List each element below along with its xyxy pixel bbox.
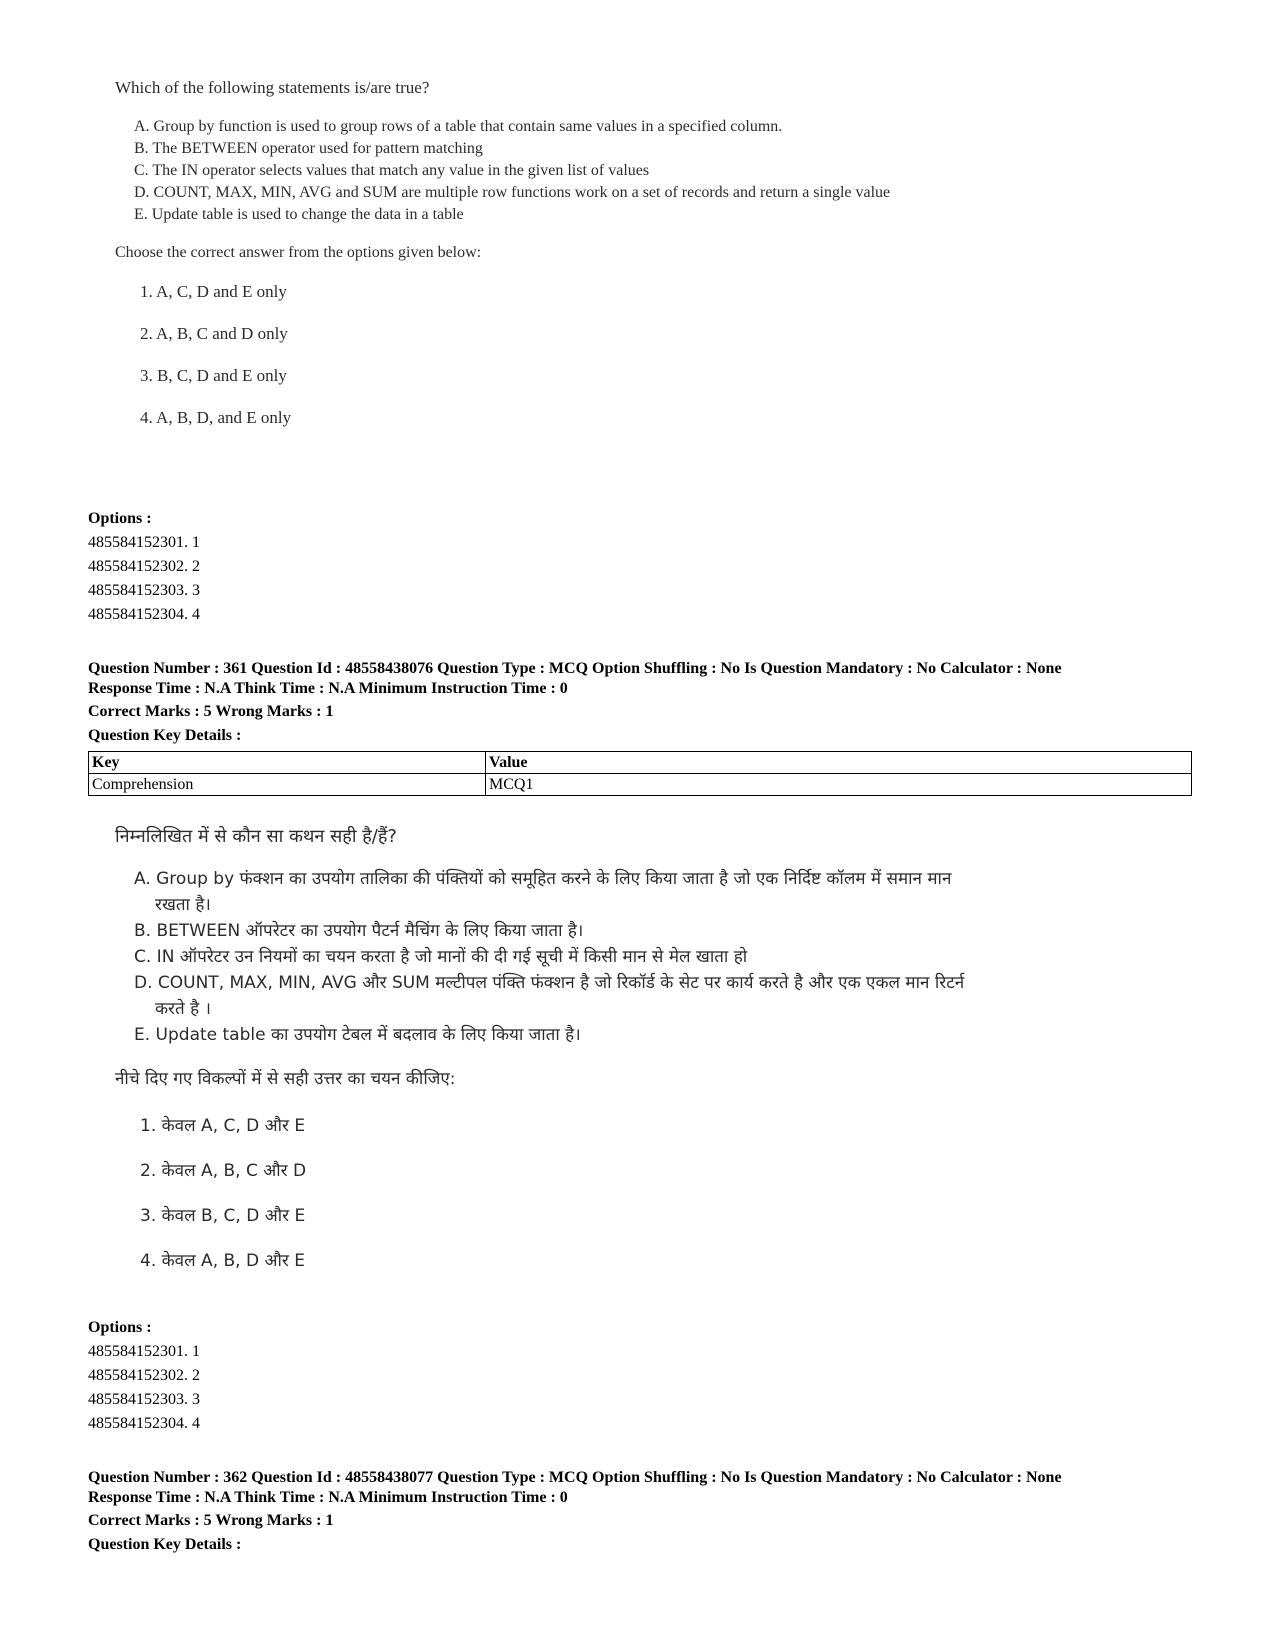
option-id-3: 485584152303. 3 bbox=[88, 582, 200, 599]
question-meta-line2: Response Time : N.A Think Time : N.A Minimum Instruction Time : 0 bbox=[88, 680, 568, 697]
answer-option-1-hindi: 1. केवल A, C, D और E bbox=[140, 1116, 306, 1136]
question-image-english bbox=[115, 78, 1015, 428]
option-id-4-b: 485584152304. 4 bbox=[88, 1415, 200, 1432]
question-meta-line1: Question Number : 361 Question Id : 48558438076 Question Type : MCQ Option Shuffling : No Is Question Mandatory : No Calculator : None bbox=[88, 660, 1062, 677]
table-header-row bbox=[89, 752, 1192, 774]
option-id-1-b: 485584152301. 1 bbox=[88, 1343, 200, 1360]
answer-option-4: 4. A, B, D, and E only bbox=[140, 408, 292, 427]
question-meta-line1-362: Question Number : 362 Question Id : 48558438077 Question Type : MCQ Option Shuffling : No Is Question Mandatory : No Calculator : None bbox=[88, 1469, 1062, 1486]
statement-list bbox=[115, 116, 1015, 226]
question-key-table bbox=[88, 751, 1192, 796]
statement-b: B. The BETWEEN operator used for pattern matching bbox=[134, 140, 483, 157]
answer-option-2: 2. A, B, C and D only bbox=[140, 324, 288, 343]
table-row bbox=[89, 774, 1192, 796]
statement-c: C. The IN operator selects values that match any value in the given list of values bbox=[134, 162, 650, 179]
question-marks: Correct Marks : 5 Wrong Marks : 1 bbox=[88, 703, 334, 720]
table-header-value: Value bbox=[486, 752, 1192, 774]
question-key-details-label: Question Key Details : bbox=[88, 727, 242, 744]
choose-instruction-hindi: नीचे दिए गए विकल्पों में से सही उत्तर का चयन कीजिए: bbox=[115, 1069, 456, 1089]
option-id-1: 485584152301. 1 bbox=[88, 534, 200, 551]
statement-b-hindi: B. BETWEEN ऑपरेटर का उपयोग पैटर्न मैचिंग के लिए किया जाता है। bbox=[134, 921, 584, 941]
table-header-key: Key bbox=[89, 752, 486, 774]
choose-instruction: Choose the correct answer from the options given below: bbox=[115, 244, 482, 261]
question-meta-line2-362: Response Time : N.A Think Time : N.A Minimum Instruction Time : 0 bbox=[88, 1489, 568, 1506]
statement-e-hindi: E. Update table का उपयोग टेबल में बदलाव के लिए किया जाता है। bbox=[134, 1025, 581, 1045]
question-stem: Which of the following statements is/are true? bbox=[115, 78, 430, 97]
option-id-3-b: 485584152303. 3 bbox=[88, 1391, 200, 1408]
answer-option-4-hindi: 4. केवल A, B, D और E bbox=[140, 1251, 305, 1271]
statement-a: A. Group by function is used to group rows of a table that contain same values in a specified column. bbox=[134, 118, 783, 135]
table-cell-value: MCQ1 bbox=[486, 774, 1192, 796]
answer-option-1: 1. A, C, D and E only bbox=[140, 282, 287, 301]
option-id-2-b: 485584152302. 2 bbox=[88, 1367, 200, 1384]
answer-option-2-hindi: 2. केवल A, B, C और D bbox=[140, 1161, 307, 1181]
question-stem-hindi: निम्नलिखित में से कौन सा कथन सही है/हैं? bbox=[115, 826, 397, 847]
statement-d: D. COUNT, MAX, MIN, AVG and SUM are multiple row functions work on a set of records and return a single value bbox=[134, 184, 891, 201]
answer-option-3: 3. B, C, D and E only bbox=[140, 366, 287, 385]
options-heading: Options : bbox=[88, 510, 152, 527]
statement-a-hindi: A. Group by फंक्शन का उपयोग तालिका की पंक्तियों को समूहित करने के लिए किया जाता है जो एक निर्दिष्ट कॉलम में समान मान रखता है। bbox=[134, 869, 952, 915]
question-key-details-label-362: Question Key Details : bbox=[88, 1536, 242, 1553]
statement-c-hindi: C. IN ऑपरेटर उन नियमों का चयन करता है जो मानों की दी गई सूची में किसी मान से मेल खाता हो bbox=[134, 947, 748, 967]
answer-option-3-hindi: 3. केवल B, C, D और E bbox=[140, 1206, 306, 1226]
option-id-4: 485584152304. 4 bbox=[88, 606, 200, 623]
table-cell-key: Comprehension bbox=[89, 774, 486, 796]
statement-e: E. Update table is used to change the data in a table bbox=[134, 206, 464, 223]
question-marks-362: Correct Marks : 5 Wrong Marks : 1 bbox=[88, 1512, 334, 1529]
statement-d-hindi: D. COUNT, MAX, MIN, AVG और SUM मल्टीपल पंक्ति फंक्शन है जो रिकॉर्ड के सेट पर कार्य करते है और एक एकल मान रिटर्न करते है । bbox=[134, 973, 965, 1019]
statement-list-hindi bbox=[115, 866, 995, 1048]
options-heading-2: Options : bbox=[88, 1319, 152, 1336]
question-image-hindi bbox=[115, 824, 995, 1271]
option-id-2: 485584152302. 2 bbox=[88, 558, 200, 575]
